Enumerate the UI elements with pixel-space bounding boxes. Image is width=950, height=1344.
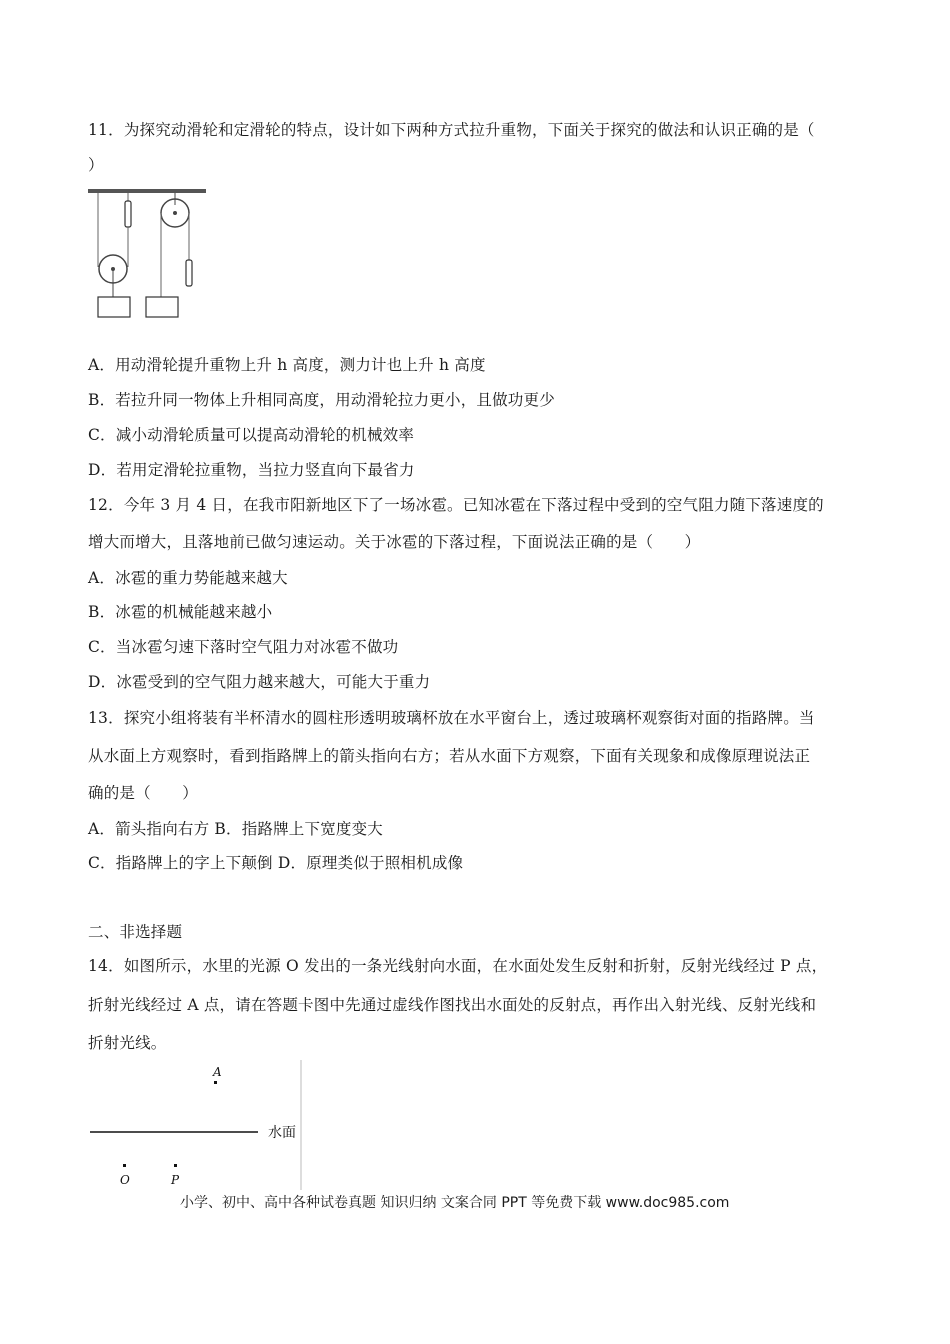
point-p-label: P xyxy=(171,1173,180,1187)
ceiling-beam xyxy=(88,189,206,193)
q11-option-b: B．若拉升同一物体上升相同高度，用动滑轮拉力更小，且做功更少 xyxy=(88,391,555,409)
q12-option-d: D．冰雹受到的空气阻力越来越大，可能大于重力 xyxy=(88,673,431,691)
q13-stem-line3: 确的是（ ） xyxy=(88,784,198,802)
weight-left xyxy=(98,297,130,317)
pulley-figure xyxy=(86,185,212,320)
q14-stem-line2: 折射光线经过 A 点，请在答题卡图中先通过虚线作图找出水面处的反射点，再作出入射光线、反射光线和 xyxy=(88,996,817,1014)
q11-option-a: A．用动滑轮提升重物上升 h 高度，测力计也上升 h 高度 xyxy=(88,356,486,374)
point-p xyxy=(174,1164,177,1167)
q13-stem-line2: 从水面上方观察时，看到指路牌上的箭头指向右方；若从水面下方观察，下面有关现象和成像原理说法正 xyxy=(88,747,811,765)
section-heading: 二、非选择题 xyxy=(88,923,183,941)
q12-stem-line1: 12．今年 3 月 4 日，在我市阳新地区下了一场冰雹。已知冰雹在下落过程中受到的空气阻力随下落速度的 xyxy=(88,496,824,514)
water-surface-label: 水面 xyxy=(268,1125,296,1141)
footer-text: 小学、初中、高中各种试卷真题 知识归纳 文案合同 PPT 等免费下载 www.doc985.com xyxy=(180,1195,730,1211)
q12-option-a: A．冰雹的重力势能越来越大 xyxy=(88,569,288,587)
q14-stem-line3: 折射光线。 xyxy=(88,1034,167,1052)
q11-stem-line1: 11．为探究动滑轮和定滑轮的特点，设计如下两种方式拉升重物，下面关于探究的做法和认识正确的是（ xyxy=(88,121,815,139)
q12-option-b: B．冰雹的机械能越来越小 xyxy=(88,603,273,621)
q11-option-c: C．减小动滑轮质量可以提高动滑轮的机械效率 xyxy=(88,426,415,444)
q13-options-line1: A．箭头指向右方 B．指路牌上下宽度变大 xyxy=(88,820,384,838)
point-o xyxy=(123,1164,126,1167)
q13-stem-line1: 13．探究小组将装有半杯清水的圆柱形透明玻璃杯放在水平窗台上，透过玻璃杯观察街对面的指路牌。当 xyxy=(88,709,815,727)
weight-right xyxy=(146,297,178,317)
q14-stem-line1: 14．如图所示，水里的光源 O 发出的一条光线射向水面，在水面处发生反射和折射，反射光线经过 P 点， xyxy=(88,957,828,975)
q11-stem-line2: ） xyxy=(88,156,104,174)
q13-options-line2: C．指路牌上的字上下颠倒 D．原理类似于照相机成像 xyxy=(88,854,464,872)
q12-stem-line2: 增大而增大，且落地前已做匀速运动。关于冰雹的下落过程，下面说法正确的是（ ） xyxy=(88,533,701,551)
q11-option-d: D．若用定滑轮拉重物，当拉力竖直向下最省力 xyxy=(88,461,415,479)
point-o-label: O xyxy=(120,1173,130,1187)
q12-option-c: C．当冰雹匀速下落时空气阻力对冰雹不做功 xyxy=(88,638,399,656)
optics-figure xyxy=(86,1060,306,1190)
point-a xyxy=(214,1081,217,1084)
point-a-label: A xyxy=(213,1065,222,1079)
